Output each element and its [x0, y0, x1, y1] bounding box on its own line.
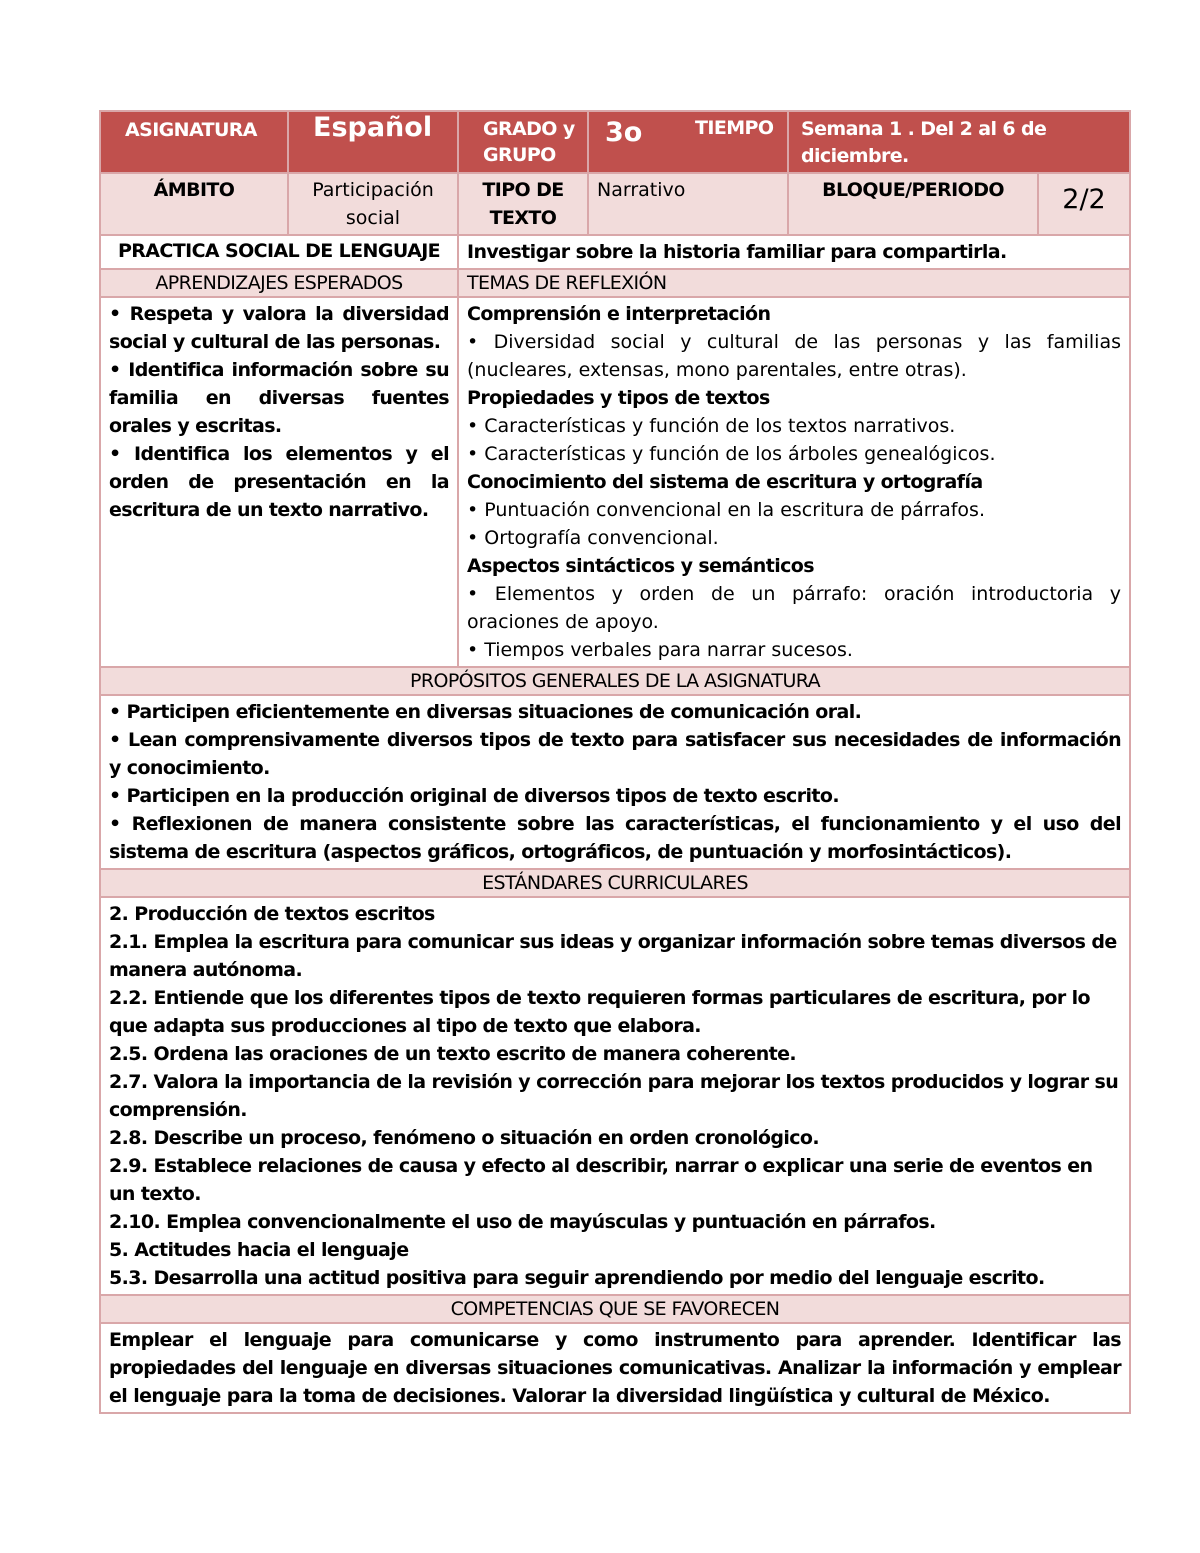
- planning-table: [99, 110, 1131, 1414]
- practica-label: PRACTICA SOCIAL DE LENGUAJE: [100, 235, 458, 269]
- tipo-texto-label: TIPO DE TEXTO: [458, 173, 588, 235]
- competencias-heading-row: [100, 1295, 1130, 1323]
- aprendizaje-item: • Respeta y valora la diversidad social y cultural de las personas.: [109, 303, 449, 353]
- grado-value: 3o: [605, 117, 643, 148]
- tema-item: • Ortografía convencional.: [467, 527, 719, 549]
- estandares-heading: ESTÁNDARES CURRICULARES: [100, 869, 1130, 897]
- propositos-list: [100, 695, 1130, 869]
- estandares-row: [100, 897, 1130, 1295]
- tema-item: • Diversidad social y cultural de las personas y las familias (nucleares, extensas, mono parentales, entre otras).: [467, 331, 1122, 381]
- tema-group-title: Propiedades y tipos de textos: [467, 387, 770, 409]
- asignatura-value: Español: [288, 111, 458, 173]
- temas-list: [458, 297, 1130, 667]
- aprendizajes-list: [100, 297, 458, 667]
- header-row: [100, 111, 1130, 173]
- tema-group-title: Conocimiento del sistema de escritura y ortografía: [467, 471, 983, 493]
- estandar-item: 2. Producción de textos escritos: [109, 903, 435, 925]
- proposito-item: • Reflexionen de manera consistente sobre las características, el funcionamiento y el uso del sistema de escritura (aspectos gráficos, ortográficos, de puntuación y morfosintácticos).: [109, 813, 1122, 863]
- tema-group-title: Comprensión e interpretación: [467, 303, 771, 325]
- estandar-item: 2.5. Ordena las oraciones de un texto escrito de manera coherente.: [109, 1043, 797, 1065]
- aprendizaje-item: • Identifica información sobre su familia en diversas fuentes orales y escritas.: [109, 359, 449, 437]
- proposito-item: • Lean comprensivamente diversos tipos de texto para satisfacer sus necesidades de información y conocimiento.: [109, 729, 1122, 779]
- estandar-item: 2.8. Describe un proceso, fenómeno o situación en orden cronológico.: [109, 1127, 819, 1149]
- bloque-value: 2/2: [1038, 173, 1130, 235]
- estandar-item: 5.3. Desarrolla una actitud positiva para seguir aprendiendo por medio del lenguaje escrito.: [109, 1267, 1045, 1289]
- ambito-value: Participación social: [288, 173, 458, 235]
- competencias-row: [100, 1323, 1130, 1413]
- aprendizajes-temas-row: [100, 297, 1130, 667]
- proposito-item: • Participen eficientemente en diversas situaciones de comunicación oral.: [109, 701, 862, 723]
- competencias-heading: COMPETENCIAS QUE SE FAVORECEN: [100, 1295, 1130, 1323]
- tiempo-value: Semana 1 . Del 2 al 6 de diciembre.: [788, 111, 1130, 173]
- competencias-text: Emplear el lenguaje para comunicarse y como instrumento para aprender. Identificar las propiedades del lenguaje en diversas situaciones comunicativas. Analizar la información y emplear el lenguaje para la toma de decisiones. Valorar la diversidad lingüística y cultural de México.: [100, 1323, 1130, 1413]
- propositos-row: [100, 695, 1130, 869]
- tipo-texto-value: Narrativo: [588, 173, 788, 235]
- propositos-heading-row: [100, 667, 1130, 695]
- estandar-item: 2.2. Entiende que los diferentes tipos de texto requieren formas particulares de escritura, por lo que adapta sus producciones al tipo de texto que elabora.: [109, 987, 1090, 1037]
- practica-row: [100, 235, 1130, 269]
- estandares-heading-row: [100, 869, 1130, 897]
- tema-item: • Características y función de los textos narrativos.: [467, 415, 956, 437]
- grado-label: GRADO y GRUPO: [458, 111, 588, 173]
- ambito-row: [100, 173, 1130, 235]
- estandar-item: 2.10. Emplea convencionalmente el uso de mayúsculas y puntuación en párrafos.: [109, 1211, 936, 1233]
- estandar-item: 2.7. Valora la importancia de la revisión y corrección para mejorar los textos producidos y lograr su comprensión.: [109, 1071, 1119, 1121]
- bloque-label: BLOQUE/PERIODO: [788, 173, 1038, 235]
- planning-document: [99, 110, 1129, 1414]
- ambito-label: ÁMBITO: [100, 173, 288, 235]
- asignatura-label: ASIGNATURA: [100, 111, 288, 173]
- propositos-heading: PROPÓSITOS GENERALES DE LA ASIGNATURA: [100, 667, 1130, 695]
- aprendizajes-heading: APRENDIZAJES ESPERADOS: [100, 269, 458, 297]
- tema-item: • Tiempos verbales para narrar sucesos.: [467, 639, 853, 661]
- tema-group-title: Aspectos sintácticos y semánticos: [467, 555, 814, 577]
- proposito-item: • Participen en la producción original de diversos tipos de texto escrito.: [109, 785, 839, 807]
- aprendizaje-item: • Identifica los elementos y el orden de presentación en la escritura de un texto narrativo.: [109, 443, 449, 521]
- tema-item: • Características y función de los árboles genealógicos.: [467, 443, 996, 465]
- estandar-item: 5. Actitudes hacia el lenguaje: [109, 1239, 409, 1261]
- grado-tiempo-cell: [588, 111, 788, 173]
- temas-heading: TEMAS DE REFLEXIÓN: [458, 269, 1130, 297]
- estandar-item: 2.9. Establece relaciones de causa y efecto al describir, narrar o explicar una serie de eventos en un texto.: [109, 1155, 1093, 1205]
- estandares-list: [100, 897, 1130, 1295]
- tema-item: • Elementos y orden de un párrafo: oración introductoria y oraciones de apoyo.: [467, 583, 1122, 633]
- aprendizajes-temas-heading-row: [100, 269, 1130, 297]
- tema-item: • Puntuación convencional en la escritura de párrafos.: [467, 499, 985, 521]
- estandar-item: 2.1. Emplea la escritura para comunicar sus ideas y organizar información sobre temas diversos de manera autónoma.: [109, 931, 1117, 981]
- tiempo-label: TIEMPO: [695, 117, 774, 139]
- practica-value: Investigar sobre la historia familiar para compartirla.: [458, 235, 1130, 269]
